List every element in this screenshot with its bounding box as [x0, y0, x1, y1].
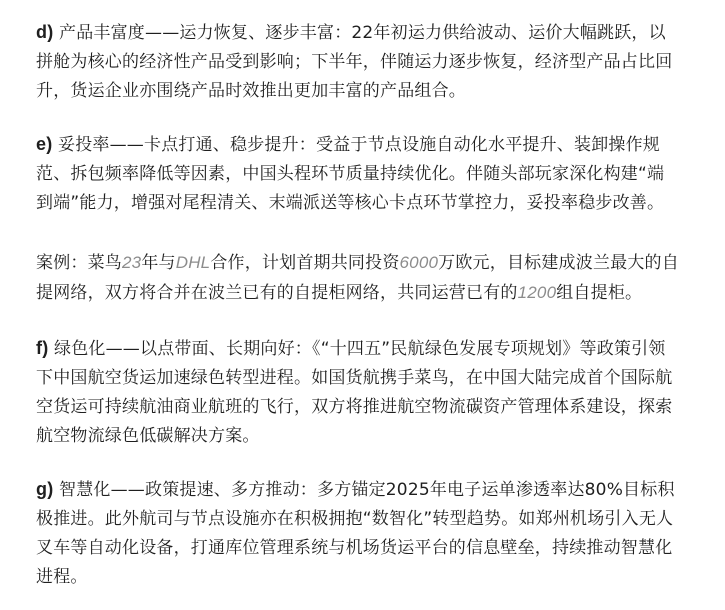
paragraph-g: [36, 475, 679, 592]
case-number-3: 6000: [399, 253, 439, 272]
paragraph-e-tag: e): [36, 134, 53, 154]
case-text-5: 组自提柜。: [556, 283, 643, 303]
paragraph-d-tag: d): [36, 22, 54, 42]
case-number-1: 23: [122, 253, 142, 272]
paragraph-f-tag: f): [36, 338, 49, 358]
paragraph-f-text: 绿色化——以点带面、长期向好：《“十四五”民航绿色发展专项规划》等政策引领下中国航空货运加速绿色转型进程。如国货航携手菜鸟，在中国大陆完成首个国际航空货运可持续航油商业航班的飞行，双方将推进航空物流碳资产管理体系建设，探索航空物流绿色低碳解决方案。: [36, 339, 673, 446]
case-text-3: 合作，计划首期共同投资: [210, 253, 400, 273]
paragraph-f: [36, 334, 679, 451]
paragraph-d-text: 产品丰富度——运力恢复、逐步丰富：22年初运力供给波动、运价大幅跳跃，以拼舱为核心的经济性产品受到影响；下半年，伴随运力逐步恢复，经济型产品占比回升，货运企业亦围绕产品时效推出更加丰富的产品组合。: [36, 23, 673, 101]
paragraph-g-tag: g): [36, 479, 54, 499]
paragraph-d: [36, 18, 679, 106]
paragraph-e: [36, 130, 679, 218]
paragraph-e-text: 妥投率——卡点打通、稳步提升：受益于节点设施自动化水平提升、装卸操作规范、拆包频率降低等因素，中国头程环节质量持续优化。伴随头部玩家深化构建“端到端”能力，增强对尾程清关、末端派送等核心卡点环节掌控力，妥投率稳步改善。: [36, 135, 665, 213]
paragraph-g-text: 智慧化——政策提速、多方推动：多方锚定2025年电子运单渗透率达80%目标积极推进。此外航司与节点设施亦在积极拥抱“数智化”转型趋势。如郑州机场引入无人叉车等自动化设备，打通库位管理系统与机场货运平台的信息壁垒，持续推动智慧化进程。: [36, 480, 675, 587]
case-text-4: 万欧元，目标建成波兰最大的自提网络，双方将合并在波兰已有的自提柜网络，共同运营已有的: [36, 253, 679, 303]
case-paragraph: [36, 248, 679, 308]
case-number-4: 1200: [517, 283, 557, 302]
case-text-2: 年与: [141, 253, 176, 273]
case-text-1: 案例：菜鸟: [36, 253, 122, 273]
case-number-2: DHL: [175, 253, 211, 272]
